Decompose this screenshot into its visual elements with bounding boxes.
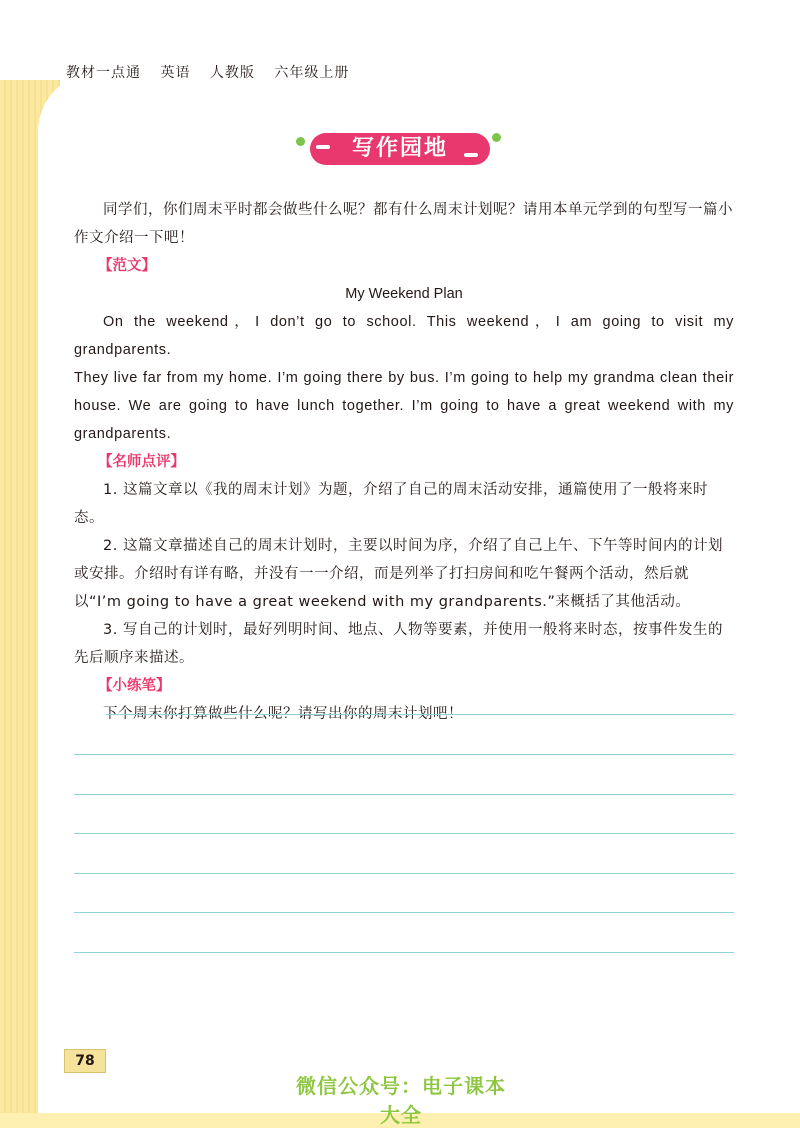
page-number: 78	[64, 1049, 106, 1073]
writing-line	[74, 873, 734, 874]
banner-title: 写作园地	[351, 136, 448, 161]
review-point: 3. 写自己的计划时，最好列明时间、地点、人物等要素，并使用一般将来时态，按事件发生的先后顺序来描述。	[74, 622, 723, 666]
sample-essay	[74, 308, 734, 448]
writing-line	[74, 912, 734, 913]
sample-title: My Weekend Plan	[345, 286, 463, 302]
banner-dot-icon	[492, 133, 501, 142]
writing-line	[74, 794, 734, 795]
header-book: 教材一点通	[66, 65, 141, 81]
sample-tag: 【范文】	[98, 258, 156, 274]
review-tag: 【名师点评】	[98, 454, 185, 470]
writing-line	[74, 833, 734, 834]
watermark: 微信公众号：电子课本大全	[296, 1074, 506, 1127]
practice-prompt: 下个周末你打算做些什么呢？请写出你的周末计划吧！	[103, 706, 463, 722]
writing-line	[74, 952, 734, 953]
practice-tag: 【小练笔】	[98, 678, 171, 694]
sample-line: On the weekend，I don’t go to school. This weekend，I am going to visit my grandparents.	[74, 314, 734, 358]
sample-line: grandparents.	[74, 426, 172, 442]
review-point: 2. 这篇文章描述自己的周末计划时，主要以时间为序，介绍了自己上午、下午等时间内的计划或安排。介绍时有详有略，并没有一一介绍，而是列举了打扫房间和吃午餐两个活动，然后就以“I’m going to have a great weekend with my grandparents.”来概括了其他活动。	[74, 538, 723, 610]
section-banner	[296, 131, 504, 167]
writing-line	[74, 754, 734, 755]
main-content	[74, 196, 734, 728]
writing-line	[106, 714, 734, 715]
sample-line: house. We are going to have lunch together. I’m going to have a great weekend with my	[74, 398, 734, 414]
header-edition: 人教版	[209, 65, 255, 81]
sample-line: They live far from my home. I’m going there by bus. I’m going to help my grandma clean their	[74, 370, 734, 386]
running-header	[66, 62, 363, 82]
header-subject: 英语	[160, 65, 191, 81]
review-point: 1. 这篇文章以《我的周末计划》为题，介绍了自己的周末活动安排，通篇使用了一般将来时态。	[74, 482, 708, 526]
intro-paragraph: 同学们，你们周末平时都会做些什么呢？都有什么周末计划呢？请用本单元学到的句型写一篇小作文介绍一下吧！	[74, 202, 733, 246]
banner-dot-icon	[296, 137, 305, 146]
header-grade: 六年级上册	[274, 65, 350, 81]
